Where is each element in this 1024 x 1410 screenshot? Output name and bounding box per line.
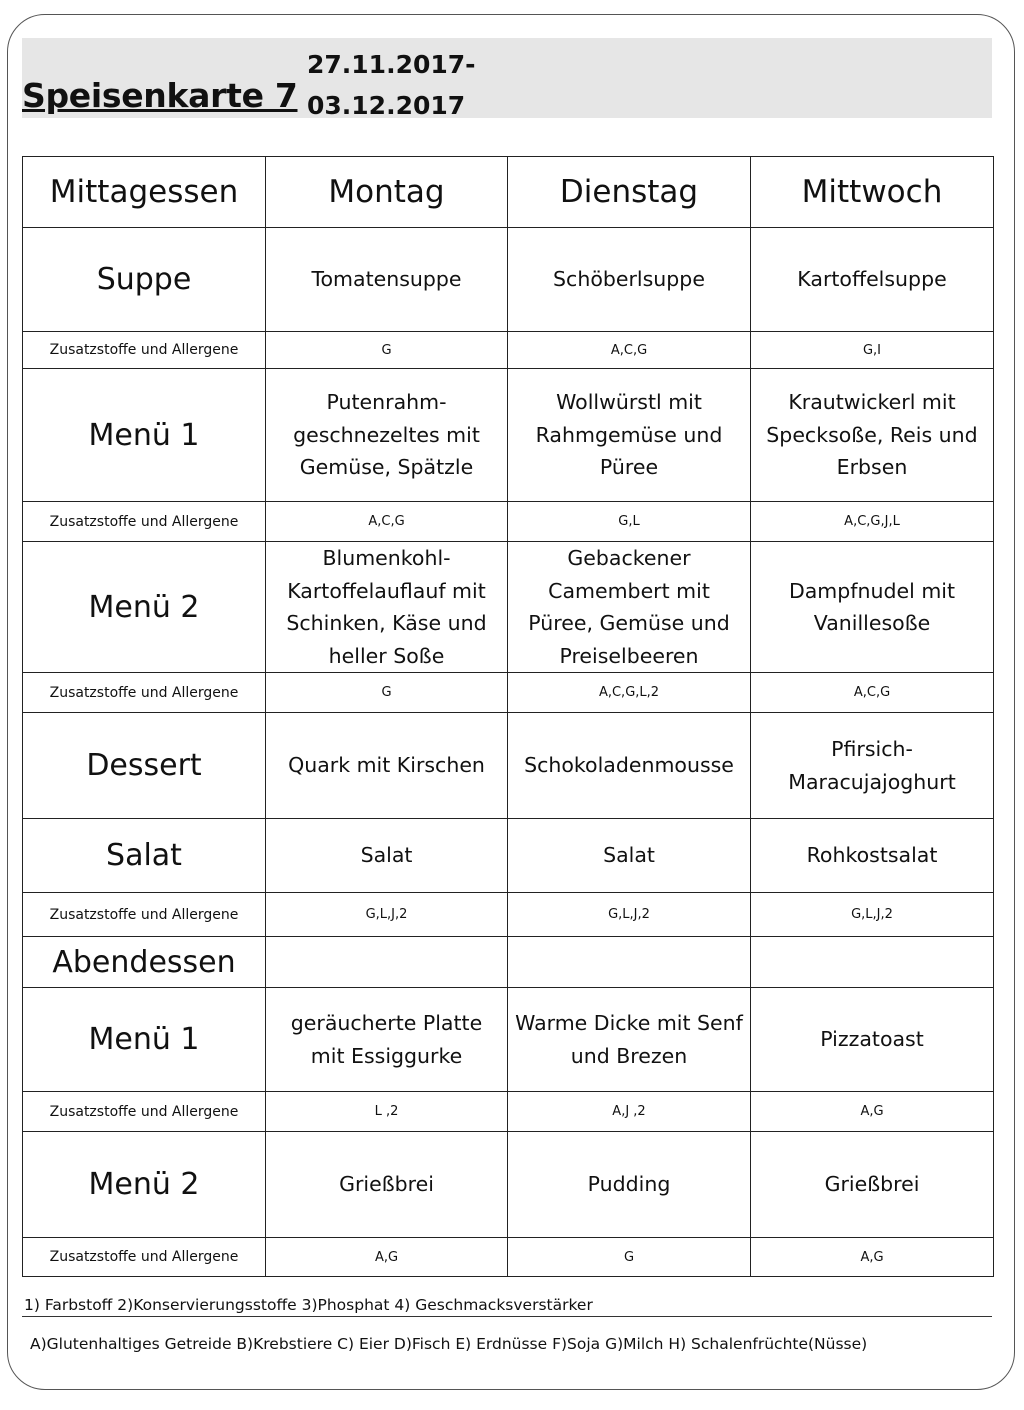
- allergen-cell: A,G: [751, 1238, 994, 1277]
- allergen-row: [23, 673, 994, 713]
- allergen-row: [23, 893, 994, 937]
- dish-cell: Wollwürstl mit Rahmgemüse und Püree: [508, 369, 751, 502]
- allergen-cell: G,L,J,2: [266, 893, 508, 937]
- table-row: [23, 988, 994, 1092]
- allergen-cell: G,I: [751, 332, 994, 369]
- dish-cell: Blumenkohl-Kartoffelauflauf mit Schinken, Käse und heller Soße: [266, 542, 508, 673]
- table-row: [23, 1132, 994, 1238]
- allergen-cell: L ,2: [266, 1092, 508, 1132]
- date-range: [307, 44, 476, 126]
- table-header-row: [23, 157, 994, 228]
- dish-cell: Pudding: [508, 1132, 751, 1238]
- allergens-legend: A)Glutenhaltiges Getreide B)Krebstiere C) Eier D)Fisch E) Erdnüsse F)Soja G)Milch H) Schalenfrüchte(Nüsse): [30, 1335, 868, 1353]
- allergen-label: Zusatzstoffe und Allergene: [23, 893, 266, 937]
- dish-cell: Schokoladenmousse: [508, 713, 751, 819]
- allergen-cell: G: [508, 1238, 751, 1277]
- section-label-abendessen: Abendessen: [23, 937, 266, 988]
- dish-cell: Kartoffelsuppe: [751, 228, 994, 332]
- allergen-cell: G,L: [508, 502, 751, 542]
- allergen-cell: G: [266, 332, 508, 369]
- allergen-cell: G,L,J,2: [508, 893, 751, 937]
- dish-cell: Rohkostsalat: [751, 819, 994, 893]
- table-row: [23, 369, 994, 502]
- table-row: [23, 228, 994, 332]
- page-title: Speisenkarte 7: [22, 76, 298, 115]
- dish-cell: geräucherte Platte mit Essiggurke: [266, 988, 508, 1092]
- allergen-cell: A,G: [266, 1238, 508, 1277]
- dish-cell: Quark mit Kirschen: [266, 713, 508, 819]
- allergen-label: Zusatzstoffe und Allergene: [23, 502, 266, 542]
- allergen-cell: A,C,G: [266, 502, 508, 542]
- dish-cell: Grießbrei: [266, 1132, 508, 1238]
- table-row: [23, 542, 994, 673]
- allergen-cell: G: [266, 673, 508, 713]
- allergen-label: Zusatzstoffe und Allergene: [23, 332, 266, 369]
- allergen-label: Zusatzstoffe und Allergene: [23, 1238, 266, 1277]
- dish-cell: Pizzatoast: [751, 988, 994, 1092]
- row-label-salat: Salat: [23, 819, 266, 893]
- empty-cell: [751, 937, 994, 988]
- allergen-cell: A,J ,2: [508, 1092, 751, 1132]
- allergen-cell: A,C,G: [751, 673, 994, 713]
- allergen-label: Zusatzstoffe und Allergene: [23, 1092, 266, 1132]
- empty-cell: [508, 937, 751, 988]
- allergen-cell: A,C,G,J,L: [751, 502, 994, 542]
- section-row-abendessen: [23, 937, 994, 988]
- date-end: 03.12.2017: [307, 91, 466, 120]
- dish-cell: Schöberlsuppe: [508, 228, 751, 332]
- empty-cell: [266, 937, 508, 988]
- allergen-cell: A,G: [751, 1092, 994, 1132]
- col-header-dienstag: Dienstag: [508, 157, 751, 228]
- menu-table: [22, 156, 994, 1277]
- dish-cell: Salat: [508, 819, 751, 893]
- dish-cell: Gebackener Camembert mit Püree, Gemüse und Preiselbeeren: [508, 542, 751, 673]
- col-header-mittwoch: Mittwoch: [751, 157, 994, 228]
- allergen-cell: A,C,G,L,2: [508, 673, 751, 713]
- col-header-mittagessen: Mittagessen: [23, 157, 266, 228]
- dish-cell: Pfirsich-Maracujajoghurt: [751, 713, 994, 819]
- row-label-menu2: Menü 2: [23, 542, 266, 673]
- allergen-label: Zusatzstoffe und Allergene: [23, 673, 266, 713]
- additives-legend: 1) Farbstoff 2)Konservierungsstoffe 3)Phosphat 4) Geschmacksverstärker: [24, 1296, 593, 1314]
- allergen-cell: G,L,J,2: [751, 893, 994, 937]
- allergen-row: [23, 1092, 994, 1132]
- date-start: 27.11.2017-: [307, 50, 476, 79]
- row-label-abend-menu2: Menü 2: [23, 1132, 266, 1238]
- dish-cell: Tomatensuppe: [266, 228, 508, 332]
- table-row: [23, 713, 994, 819]
- dish-cell: Krautwickerl mit Specksoße, Reis und Erbsen: [751, 369, 994, 502]
- row-label-suppe: Suppe: [23, 228, 266, 332]
- dish-cell: Salat: [266, 819, 508, 893]
- allergen-row: [23, 1238, 994, 1277]
- row-label-abend-menu1: Menü 1: [23, 988, 266, 1092]
- dish-cell: Dampfnudel mit Vanillesoße: [751, 542, 994, 673]
- allergen-row: [23, 502, 994, 542]
- dish-cell: Grießbrei: [751, 1132, 994, 1238]
- row-label-menu1: Menü 1: [23, 369, 266, 502]
- col-header-montag: Montag: [266, 157, 508, 228]
- footer-divider: [22, 1316, 992, 1317]
- dish-cell: Putenrahm-geschnezeltes mit Gemüse, Spätzle: [266, 369, 508, 502]
- allergen-cell: A,C,G: [508, 332, 751, 369]
- dish-cell: Warme Dicke mit Senf und Brezen: [508, 988, 751, 1092]
- table-row: [23, 819, 994, 893]
- allergen-row: [23, 332, 994, 369]
- row-label-dessert: Dessert: [23, 713, 266, 819]
